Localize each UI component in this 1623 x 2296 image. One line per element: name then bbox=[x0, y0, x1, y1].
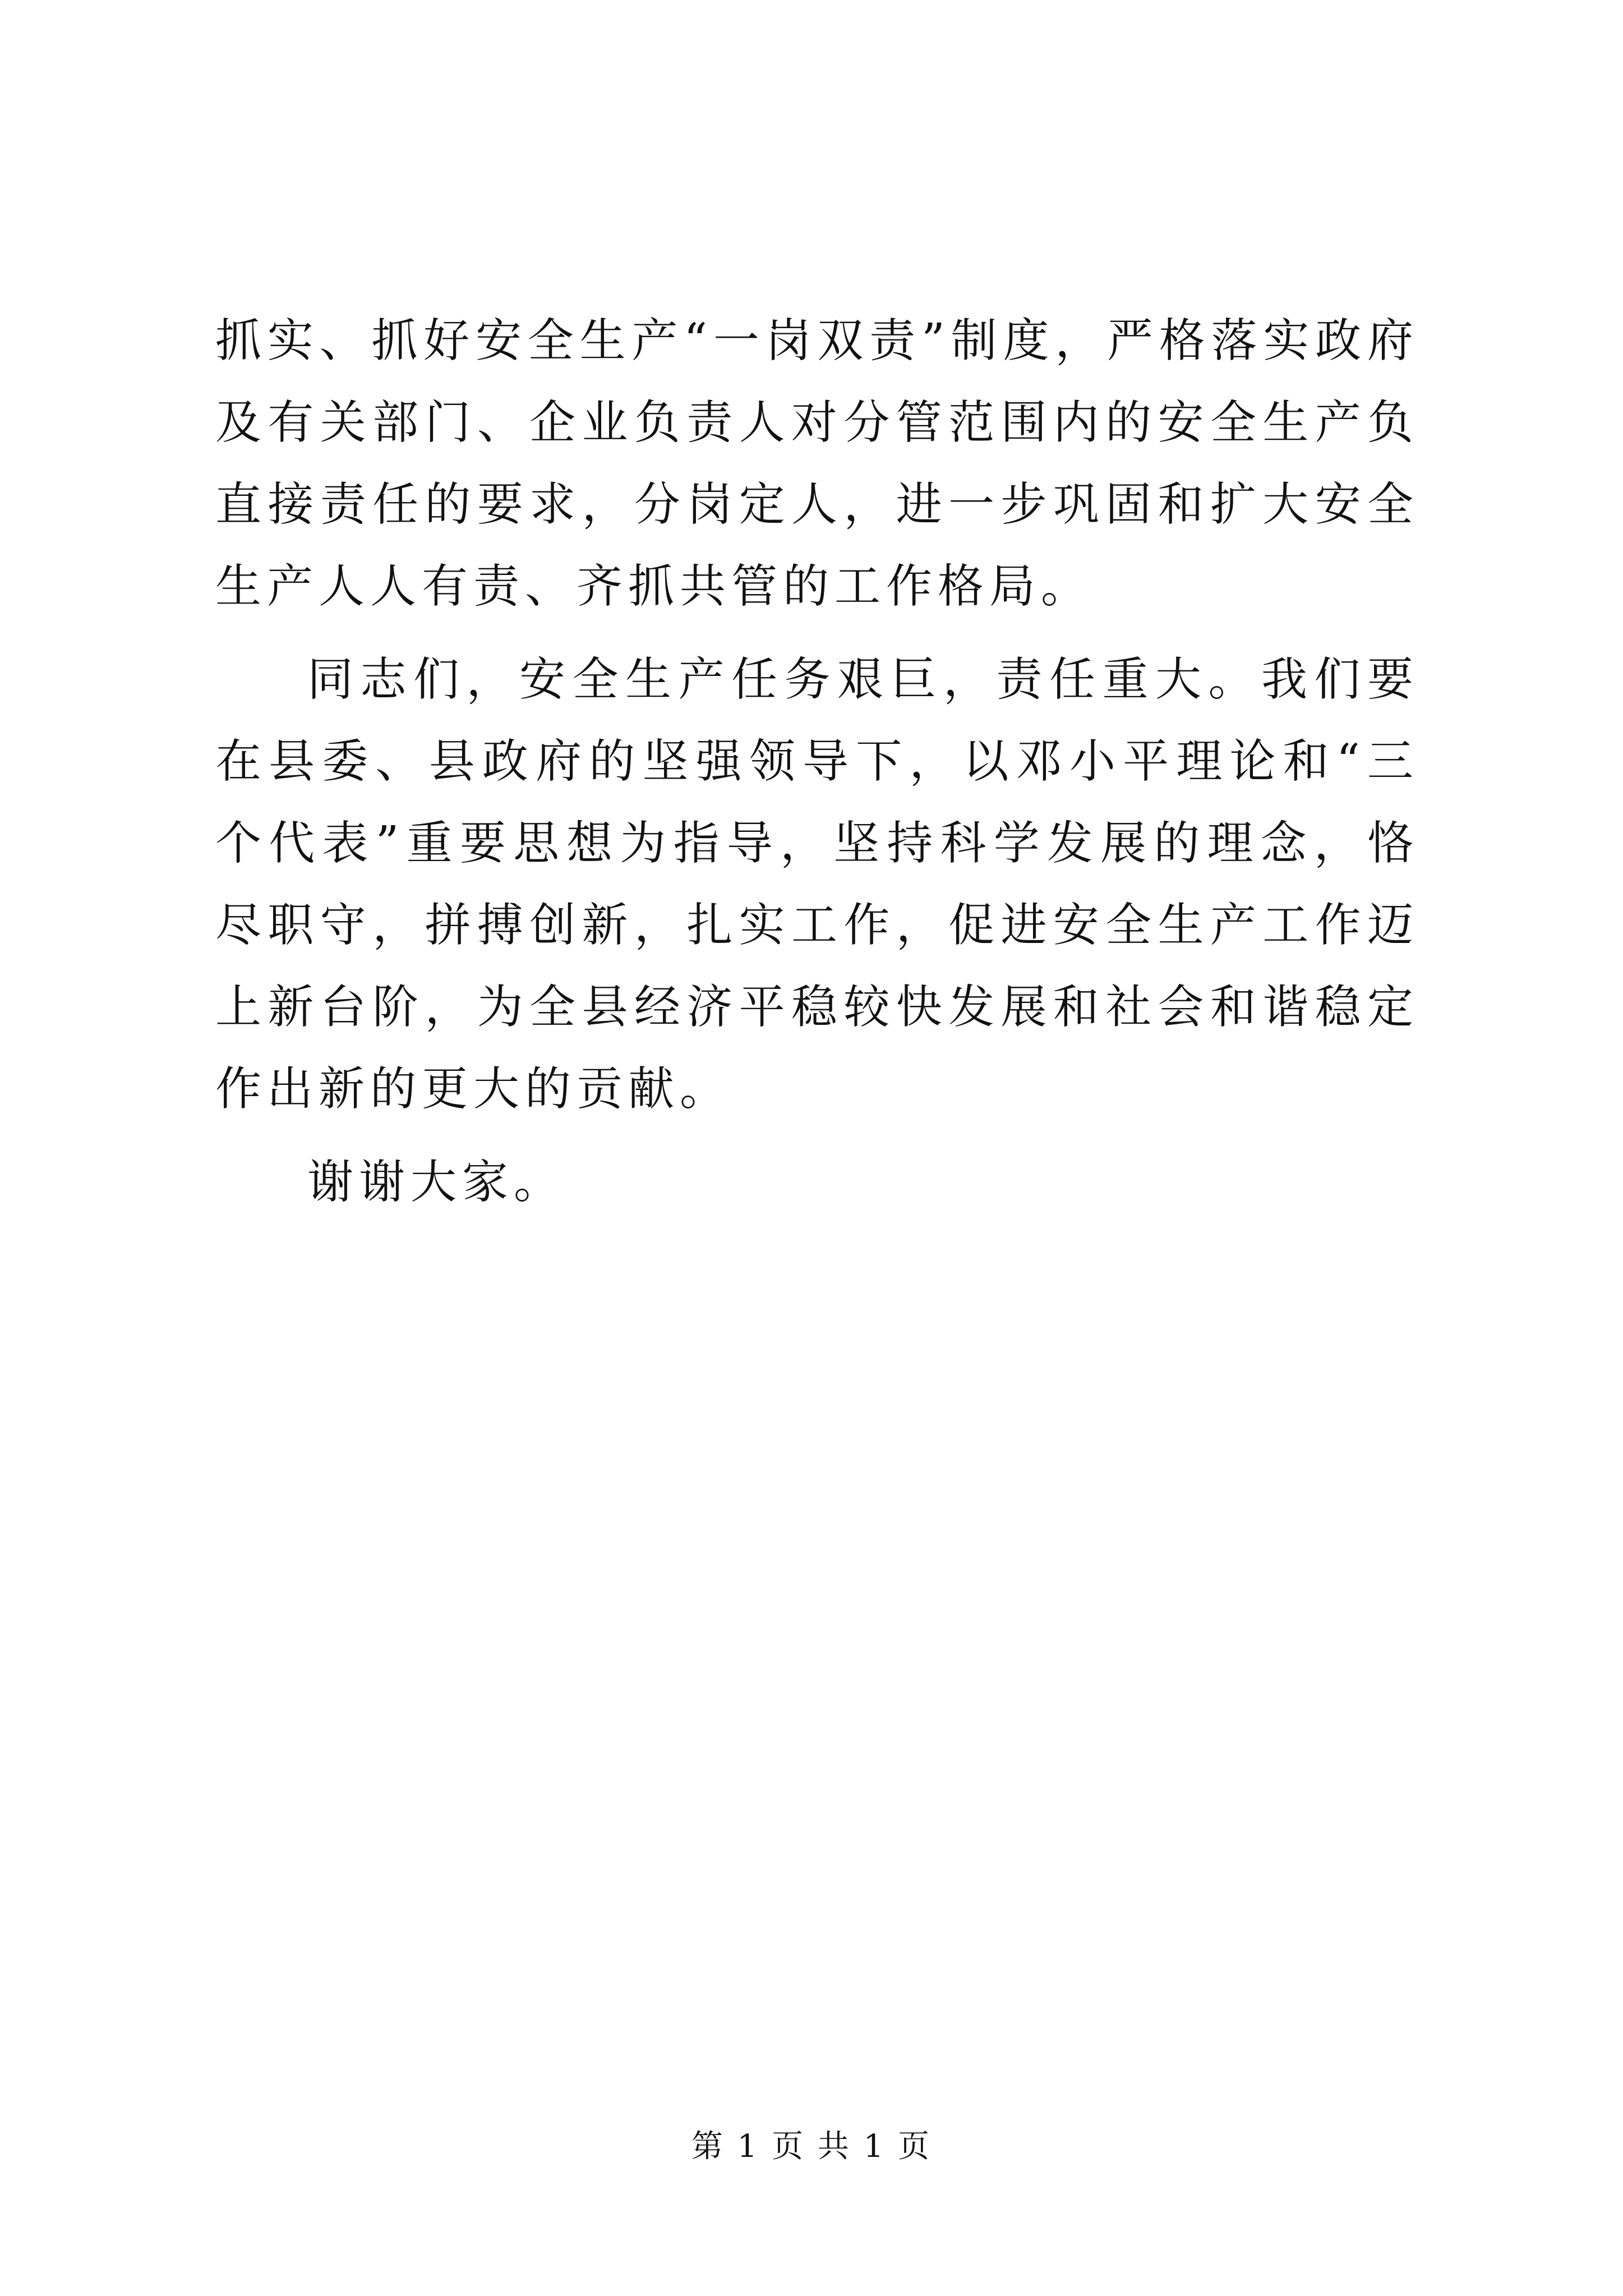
paragraph-conclusion: 同志们，安全生产任务艰巨，责任重大。我们要在县委、县政府的坚强领导下，以邓小平理论和“三个代表”重要思想为指导，坚持科学发展的理念，恪尽职守，拼搏创新，扎实工作，促进安全生产工作迈上新台阶，为全县经济平稳较快发展和社会和谐稳定作出新的更大的贡献。 bbox=[215, 653, 1419, 1116]
paragraph-thanks: 谢谢大家。 bbox=[307, 1156, 566, 1209]
document-body bbox=[215, 300, 1419, 1223]
page-number-footer: 第 1 页 共 1 页 bbox=[691, 2128, 932, 2165]
paragraph-continuation: 抓实、抓好安全生产“一岗双责”制度，严格落实政府及有关部门、企业负责人对分管范围内的安全生产负直接责任的要求，分岗定人，进一步巩固和扩大安全生产人人有责、齐抓共管的工作格局。 bbox=[215, 314, 1419, 613]
